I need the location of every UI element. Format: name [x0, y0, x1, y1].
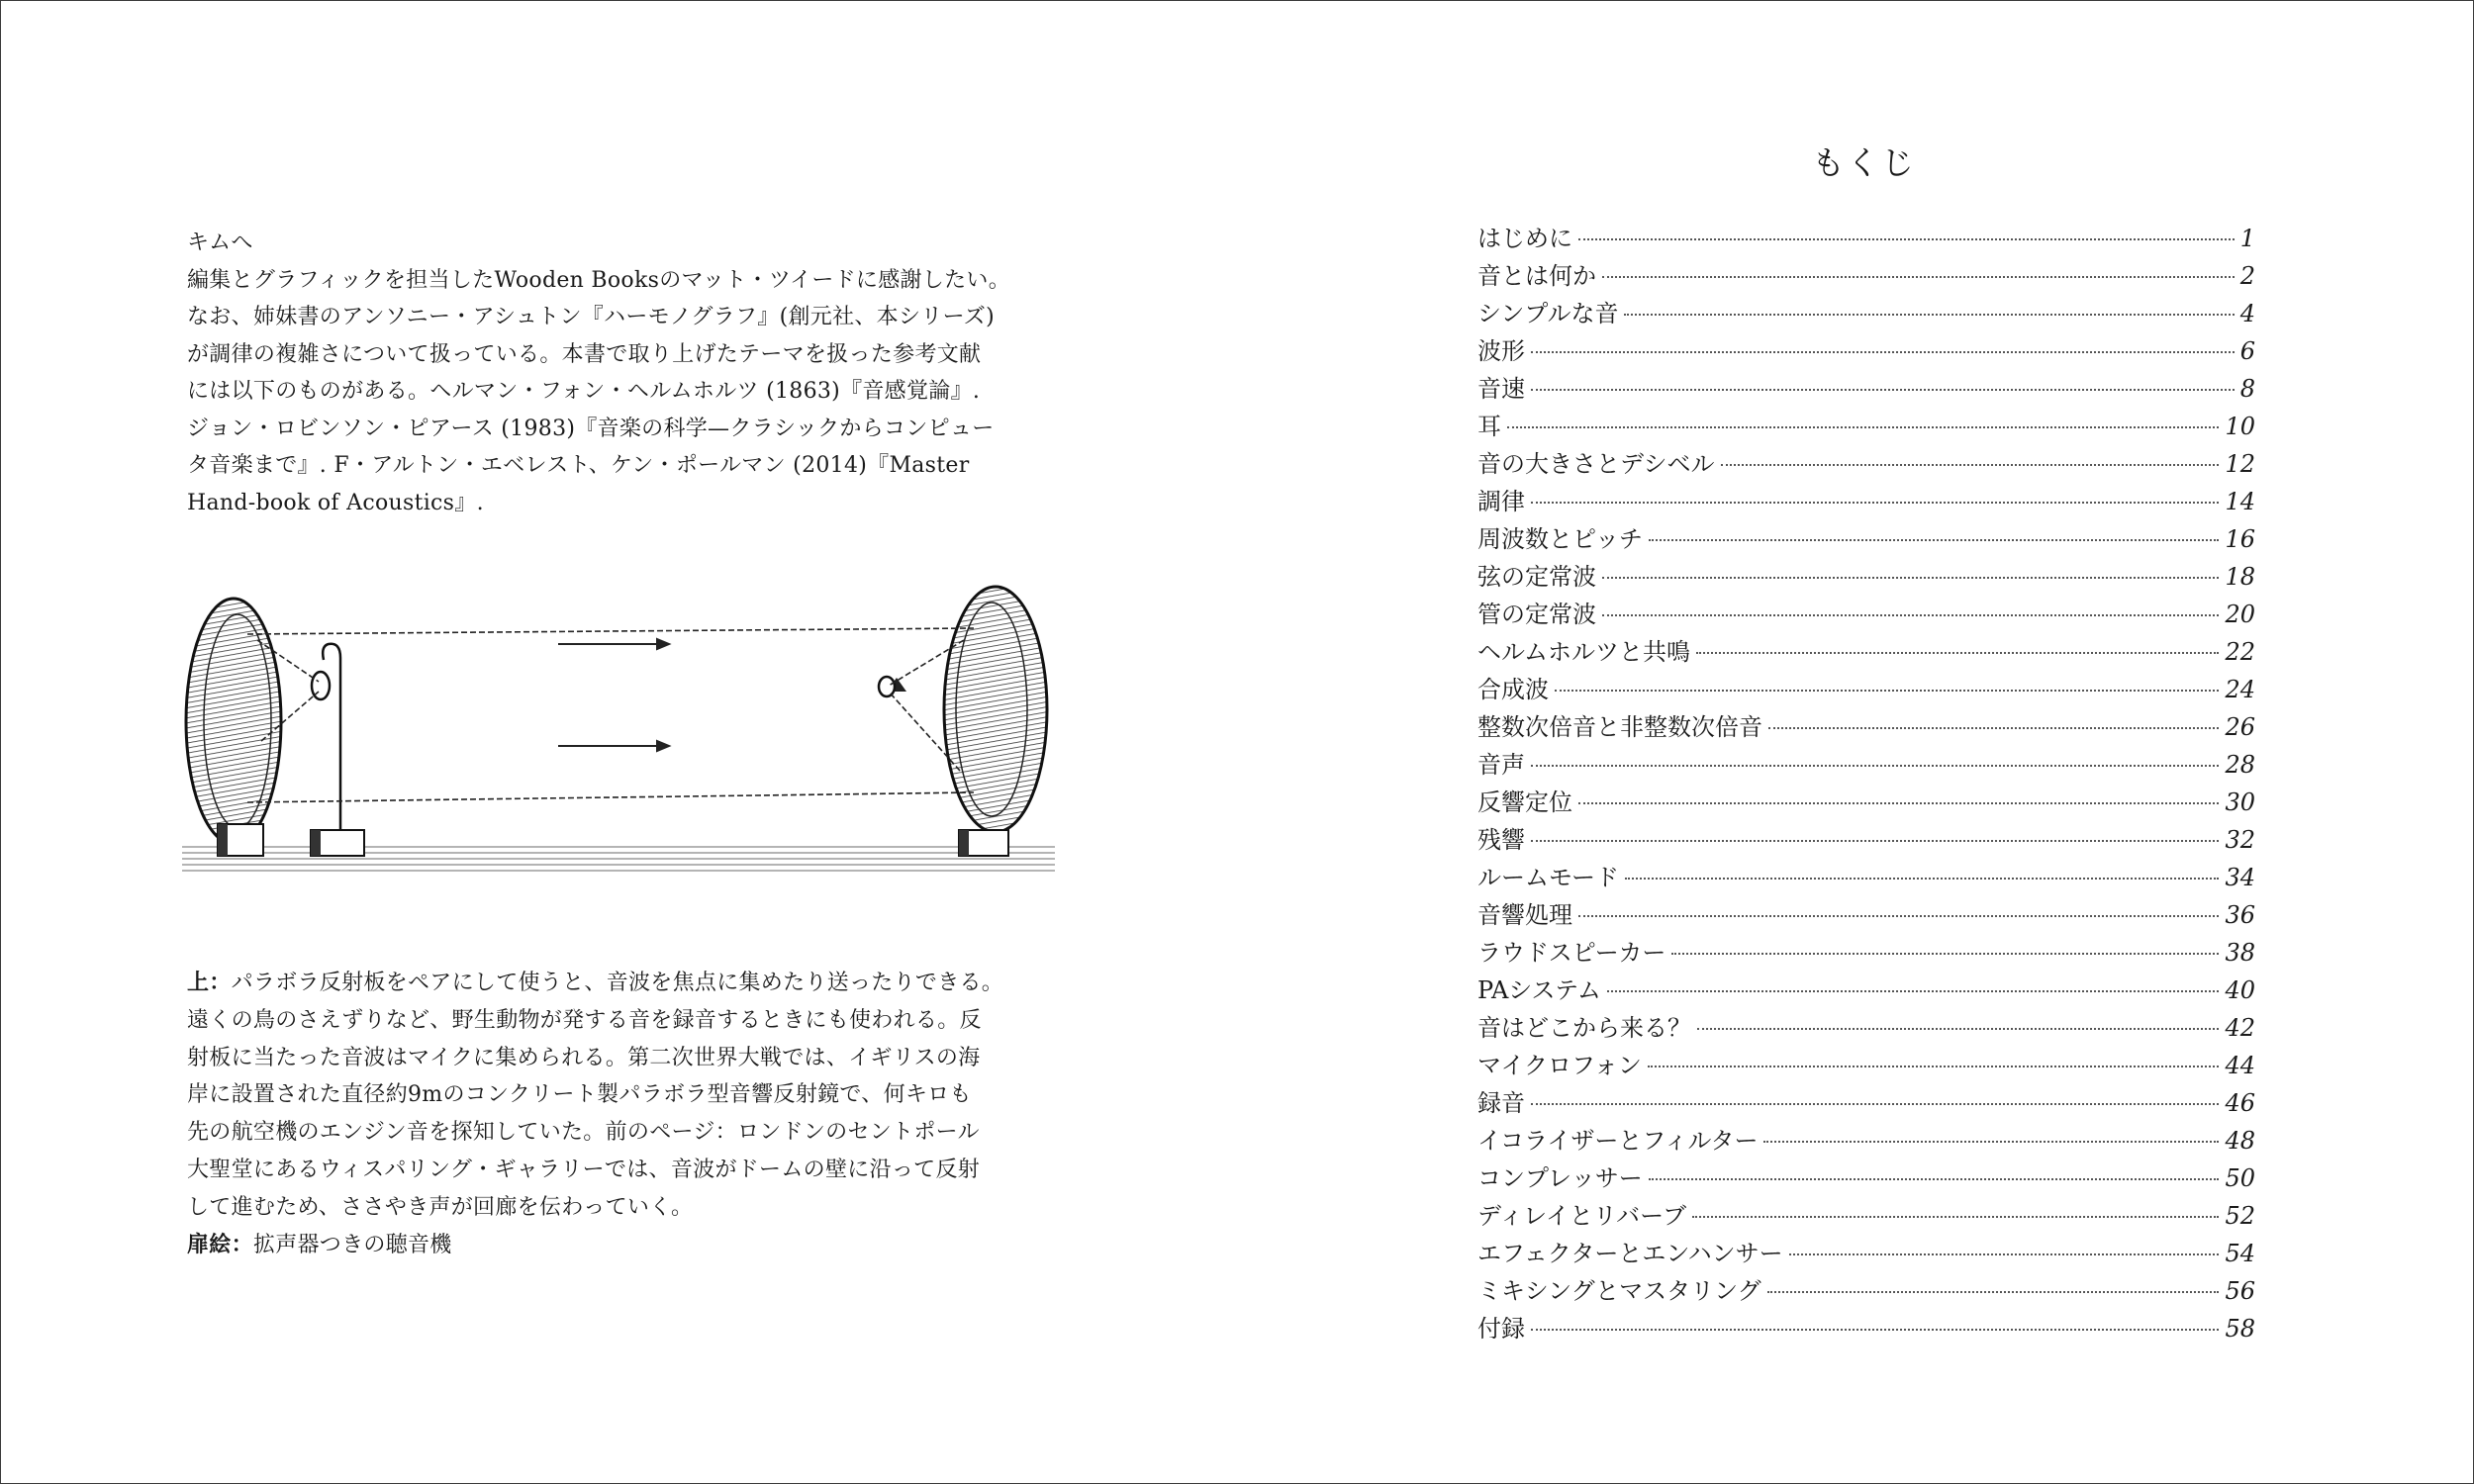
toc-entry[interactable] [1477, 370, 2255, 408]
toc-page-number: 58 [2225, 1315, 2255, 1343]
toc-entry-title: 周波数とピッチ [1477, 525, 1644, 553]
toc-entry-title: 反響定位 [1477, 788, 1572, 816]
toc-page-number: 16 [2225, 525, 2255, 553]
toc-entry[interactable] [1477, 520, 2255, 558]
toc-dot-leader [1649, 539, 2219, 541]
toc-dot-leader [1768, 727, 2219, 729]
toc-page-number: 8 [2239, 375, 2255, 403]
toc-entry[interactable] [1477, 445, 2255, 483]
toc-entry[interactable] [1477, 1009, 2255, 1047]
toc-dot-leader [1531, 1329, 2219, 1331]
toc-entry[interactable] [1477, 220, 2255, 257]
toc-entry[interactable] [1477, 483, 2255, 520]
caption-label-frontis: 扉絵： [187, 1231, 253, 1257]
toc-entry-title: 音声 [1477, 751, 1525, 779]
toc-dot-leader [1531, 840, 2219, 842]
toc-entry[interactable] [1477, 1235, 2255, 1272]
toc-entry[interactable] [1477, 1310, 2255, 1347]
toc-page-number: 34 [2225, 864, 2255, 891]
toc-entry-title: 音響処理 [1477, 901, 1572, 929]
direction-arrows [558, 639, 669, 751]
toc-dot-leader [1607, 990, 2220, 992]
toc-dot-leader [1531, 765, 2219, 767]
toc-dot-leader [1767, 1291, 2220, 1293]
toc-page-number: 54 [2225, 1240, 2255, 1267]
caption-line: 遠くの鳥のさえずりなど、野生動物が発する音を録音するときにも使われる。反 [187, 1007, 982, 1033]
toc-entry-title: ディレイとリバーブ [1477, 1202, 1686, 1230]
toc-entry[interactable] [1477, 859, 2255, 896]
toc-entry[interactable] [1477, 1122, 2255, 1159]
toc-dot-leader [1602, 614, 2219, 616]
right-reflector [879, 587, 1047, 856]
toc-entry[interactable] [1477, 1197, 2255, 1235]
toc-entry-title: PAシステム [1477, 976, 1601, 1004]
toc-entry[interactable] [1477, 896, 2255, 934]
toc-page-number: 56 [2225, 1277, 2255, 1305]
toc-dot-leader [1555, 690, 2219, 692]
toc-entry-title: 付録 [1477, 1315, 1525, 1343]
toc-entry[interactable] [1477, 746, 2255, 784]
toc-entry-title: 管の定常波 [1477, 601, 1596, 628]
caption-first-line: 上：パラボラ反射板をペアにして使うと、音波を焦点に集めたり送ったりできる。 [187, 970, 1004, 995]
caption-label-top: 上： [187, 970, 232, 995]
toc-entry-title: ミキシングとマスタリング [1477, 1277, 1761, 1305]
toc-page-number: 28 [2225, 751, 2255, 779]
toc-entry-title: 録音 [1477, 1089, 1525, 1117]
toc-dot-leader [1578, 238, 2235, 240]
toc-page-number: 30 [2225, 788, 2255, 816]
toc-dot-leader [1578, 915, 2219, 917]
toc-entry-title: マイクロフォン [1477, 1052, 1642, 1079]
toc-page-number: 20 [2225, 601, 2255, 628]
toc-page-number: 1 [2239, 225, 2255, 252]
toc-entry[interactable] [1477, 408, 2255, 445]
caption-line: 大聖堂にあるウィスパリング・ギャラリーでは、音波がドームの壁に沿って反射 [187, 1157, 981, 1182]
toc-page-number: 18 [2225, 563, 2255, 591]
sound-rays [247, 628, 974, 802]
toc-title: もくじ [1812, 143, 1916, 182]
toc-entry-title: イコライザーとフィルター [1477, 1127, 1759, 1155]
toc-dot-leader [1531, 1103, 2219, 1105]
toc-entry-title: 波形 [1477, 337, 1525, 365]
toc-entry-title: 合成波 [1477, 676, 1549, 703]
toc-page-number: 22 [2225, 638, 2255, 666]
toc-entry-title: 音とは何か [1477, 262, 1596, 290]
toc-entry-title: ラウドスピーカー [1477, 939, 1666, 967]
toc-dot-leader [1648, 1066, 2220, 1067]
toc-dot-leader [1697, 1028, 2219, 1030]
toc-page-number: 50 [2225, 1164, 2255, 1192]
toc-entry[interactable] [1477, 671, 2255, 708]
toc-page-number: 26 [2225, 713, 2255, 741]
toc-entry[interactable] [1477, 1084, 2255, 1122]
parabolic-reflectors-illustration [182, 583, 1055, 880]
toc-page-number: 2 [2239, 262, 2255, 290]
toc-page-number: 44 [2225, 1052, 2255, 1079]
dedication-line: には以下のものがある。ヘルマン・フォン・ヘルムホルツ (1863)『音感覚論』. [187, 379, 981, 404]
toc-page-number: 36 [2225, 901, 2255, 929]
toc-page-number: 42 [2225, 1014, 2255, 1042]
toc-entry[interactable] [1477, 1159, 2255, 1197]
dedication-line: Hand-book of Acoustics』. [187, 490, 484, 515]
toc-entry-title: シンプルな音 [1477, 300, 1619, 327]
toc-page-number: 48 [2225, 1127, 2255, 1155]
toc-entry-title: 音はどこから来る？ [1477, 1014, 1691, 1042]
toc-dot-leader [1696, 652, 2219, 654]
toc-entry[interactable] [1477, 1047, 2255, 1084]
toc-entry-title: エフェクターとエンハンサー [1477, 1240, 1783, 1267]
toc-entry[interactable] [1477, 295, 2255, 332]
toc-dot-leader [1602, 577, 2219, 579]
toc-page-number: 32 [2225, 826, 2255, 854]
caption-line: して進むため、ささやき声が回廊を伝わっていく。 [187, 1194, 694, 1220]
dedication-line: ジョン・ロビンソン・ピアース (1983)『音楽の科学—クラシックからコンピュー [187, 416, 995, 441]
dedication-line: 編集とグラフィックを担当したWooden Booksのマット・ツイードに感謝したい。 [187, 267, 1011, 293]
toc-dot-leader [1649, 1178, 2220, 1180]
toc-page-number: 4 [2239, 300, 2255, 327]
toc-entry-title: コンプレッサー [1477, 1164, 1643, 1192]
toc-entry[interactable] [1477, 821, 2255, 859]
toc-dot-leader [1507, 426, 2219, 428]
toc-entry[interactable] [1477, 972, 2255, 1009]
toc-entry[interactable] [1477, 1272, 2255, 1310]
toc-entry-title: ルームモード [1477, 864, 1620, 891]
toc-entry-title: 残響 [1477, 826, 1525, 854]
left-reflector [186, 599, 281, 856]
toc-entry-title: 調律 [1477, 488, 1525, 515]
toc-dot-leader [1692, 1216, 2219, 1218]
toc-dot-leader [1789, 1253, 2220, 1255]
toc-entry[interactable] [1477, 596, 2255, 633]
toc-entry[interactable] [1477, 558, 2255, 596]
toc-entry-title: 弦の定常波 [1477, 563, 1596, 591]
toc-dot-leader [1763, 1141, 2219, 1143]
toc-page-number: 14 [2225, 488, 2255, 515]
toc-entry[interactable] [1477, 633, 2255, 671]
caption-line: 先の航空機のエンジン音を探知していた。前のページ：ロンドンのセントポール [187, 1120, 980, 1146]
toc-page-number: 24 [2225, 676, 2255, 703]
toc-entry-title: 耳 [1477, 413, 1501, 440]
toc-entry-title: 音速 [1477, 375, 1525, 403]
caption-line: 射板に当たった音波はマイクに集められる。第二次世界大戦では、イギリスの海 [187, 1045, 981, 1070]
toc-dot-leader [1625, 878, 2219, 880]
toc-entry[interactable] [1477, 332, 2255, 370]
toc-page-number: 52 [2225, 1202, 2255, 1230]
toc-page-number: 46 [2225, 1089, 2255, 1117]
toc-page-number: 6 [2239, 337, 2255, 365]
dedication-line: が調律の複雑さについて扱っている。本書で取り上げたテーマを扱った参考文献 [187, 341, 982, 367]
toc-dot-leader [1624, 314, 2234, 316]
toc-page-number: 40 [2225, 976, 2255, 1004]
toc-entry-title: 整数次倍音と非整数次倍音 [1477, 713, 1762, 741]
toc-entry[interactable] [1477, 784, 2255, 821]
dedication-line: キムへ [187, 231, 253, 255]
toc-page-number: 38 [2225, 939, 2255, 967]
toc-page-number: 10 [2225, 413, 2255, 440]
dedication-line: なお、姉妹書のアンソニー・アシュトン『ハーモノグラフ』(創元社、本シリーズ) [187, 305, 995, 329]
toc-dot-leader [1602, 276, 2235, 278]
toc-dot-leader [1531, 502, 2219, 504]
toc-entry[interactable] [1477, 708, 2255, 746]
toc-entry-title: はじめに [1477, 225, 1572, 252]
toc-page-number: 12 [2225, 450, 2255, 478]
toc-dot-leader [1531, 389, 2235, 391]
toc-entry-title: 音の大きさとデシベル [1477, 450, 1715, 478]
microphone-stand [311, 644, 364, 856]
toc-dot-leader [1671, 953, 2219, 955]
toc-entry[interactable] [1477, 257, 2255, 295]
toc-entry-title: ヘルムホルツと共鳴 [1477, 638, 1691, 666]
frontispiece-caption: 扉絵：拡声器つきの聴音機 [187, 1231, 452, 1257]
toc-dot-leader [1721, 464, 2220, 466]
figure-caption [187, 965, 1058, 1263]
toc-entry[interactable] [1477, 934, 2255, 972]
toc-dot-leader [1578, 802, 2219, 804]
dedication-line: タ音楽まで』. F・アルトン・エベレスト、ケン・ポールマン (2014)『Master [187, 453, 970, 478]
toc-dot-leader [1531, 351, 2235, 353]
table-of-contents [1477, 220, 2255, 1347]
dedication-text [187, 225, 1058, 521]
caption-line: 岸に設置された直径約9mのコンクリート製パラボラ型音響反射鏡で、何キロも [187, 1082, 972, 1108]
